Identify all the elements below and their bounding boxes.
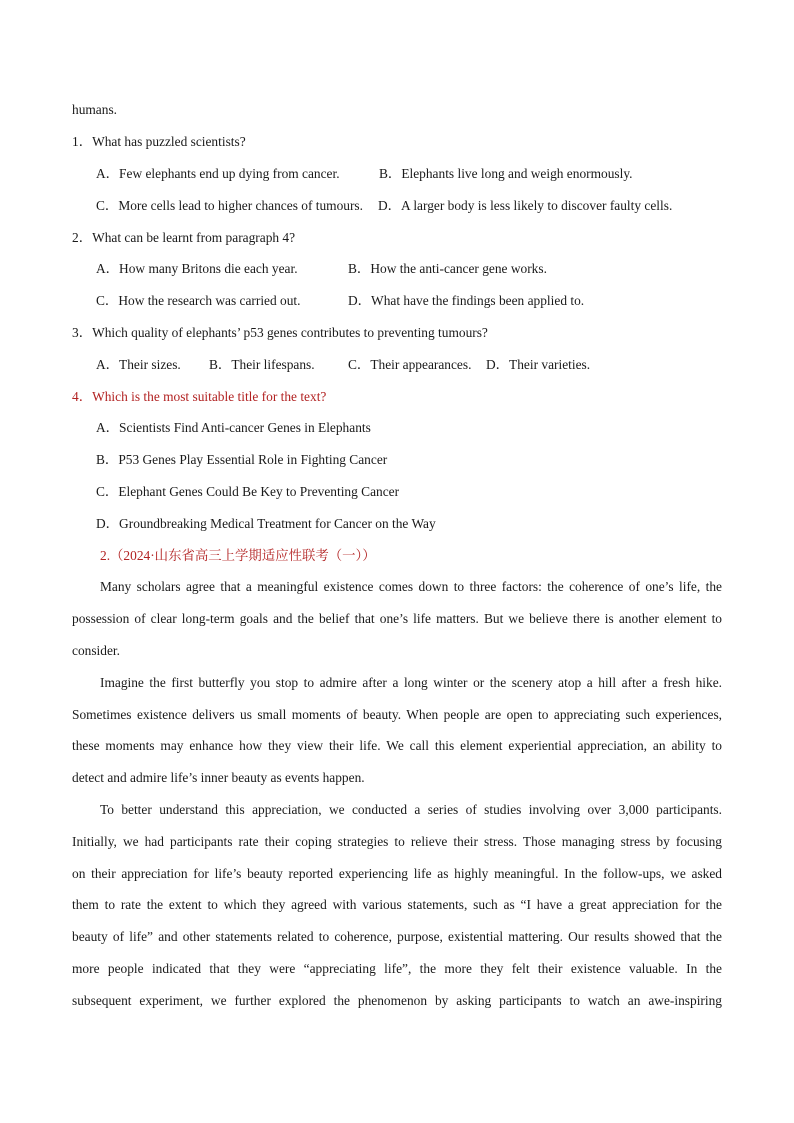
question-1-stem: 1．What has puzzled scientists? xyxy=(72,134,246,149)
question-2-option-d: D．What have the findings been applied to. xyxy=(348,293,585,308)
question-1-option-a: A．Few elephants end up dying from cancer. xyxy=(96,166,340,181)
question-2-option-b: B．How the anti-cancer gene works. xyxy=(348,261,547,276)
passage-2-paragraph-2-line-3: these moments may enhance how they view their life. We call this element experiential appreciation, an ability to xyxy=(72,738,722,753)
passage-2-paragraph-3-line-4: them to rate the extent to which they agreed with various statements, such as “I have a great appreciation for the xyxy=(72,897,722,912)
question-1-option-d: D．A larger body is less likely to discover faulty cells. xyxy=(378,198,673,213)
passage-2-paragraph-1-line-2: possession of clear long-term goals and the belief that one’s life matters. But we believe there is another element to xyxy=(72,611,722,626)
passage-2-paragraph-3-line-5: beauty of life” and other statements related to coherence, purpose, existential mattering. Our results showed that the xyxy=(72,929,722,944)
continuation-text: humans. xyxy=(72,102,118,117)
question-2-stem: 2．What can be learnt from paragraph 4? xyxy=(72,230,296,245)
question-3-option-d: D．Their varieties. xyxy=(486,357,591,372)
question-4-stem: 4．Which is the most suitable title for the text? xyxy=(72,389,327,404)
passage-2-paragraph-3-line-1: To better understand this appreciation, we conducted a series of studies involving over 3,000 participants. xyxy=(100,802,722,817)
question-3-option-b: B．Their lifespans. xyxy=(209,357,315,372)
passage-2-paragraph-2-line-2: Sometimes existence delivers us small moments of beauty. When people are open to appreciating such experiences, xyxy=(72,707,722,722)
question-4-option-a: A．Scientists Find Anti-cancer Genes in Elephants xyxy=(96,420,371,435)
question-4-option-b: B．P53 Genes Play Essential Role in Fighting Cancer xyxy=(96,452,388,467)
passage-2-paragraph-3-line-3: on their appreciation for life’s beauty reported experiencing life as highly meaningful. In the follow-ups, we asked xyxy=(72,866,722,881)
question-3-option-c: C．Their appearances. xyxy=(348,357,472,372)
question-4-option-d: D．Groundbreaking Medical Treatment for Cancer on the Way xyxy=(96,516,436,531)
question-1-option-b: B．Elephants live long and weigh enormously. xyxy=(379,166,633,181)
passage-2-paragraph-1-line-1: Many scholars agree that a meaningful existence comes down to three factors: the coherence of one’s life, the xyxy=(100,579,722,594)
passage-2-heading: 2.（2024·山东省高三上学期适应性联考（一）） xyxy=(100,548,376,563)
question-2-option-c: C．How the research was carried out. xyxy=(96,293,301,308)
question-3-stem: 3．Which quality of elephants’ p53 genes contributes to preventing tumours? xyxy=(72,325,488,340)
passage-2-paragraph-2-line-1: Imagine the first butterfly you stop to admire after a long winter or the scenery atop a hill after a fresh hike. xyxy=(100,675,722,690)
passage-2-paragraph-3-line-2: Initially, we had participants rate their coping strategies to relieve their stress. Those managing stress by focusing xyxy=(72,834,722,849)
passage-2-paragraph-3-line-7: subsequent experiment, we further explored the phenomenon by asking participants to watch an awe-inspiring xyxy=(72,993,722,1008)
passage-2-paragraph-1-line-3: consider. xyxy=(72,643,120,658)
passage-2-paragraph-3-line-6: more people indicated that they were “appreciating life”, the more they felt their existence valuable. In the xyxy=(72,961,722,976)
question-4-option-c: C．Elephant Genes Could Be Key to Preventing Cancer xyxy=(96,484,400,499)
question-1-option-c: C．More cells lead to higher chances of tumours. xyxy=(96,198,363,213)
question-3-option-a: A．Their sizes. xyxy=(96,357,181,372)
passage-2-paragraph-2-line-4: detect and admire life’s inner beauty as events happen. xyxy=(72,770,365,785)
question-2-option-a: A．How many Britons die each year. xyxy=(96,261,298,276)
